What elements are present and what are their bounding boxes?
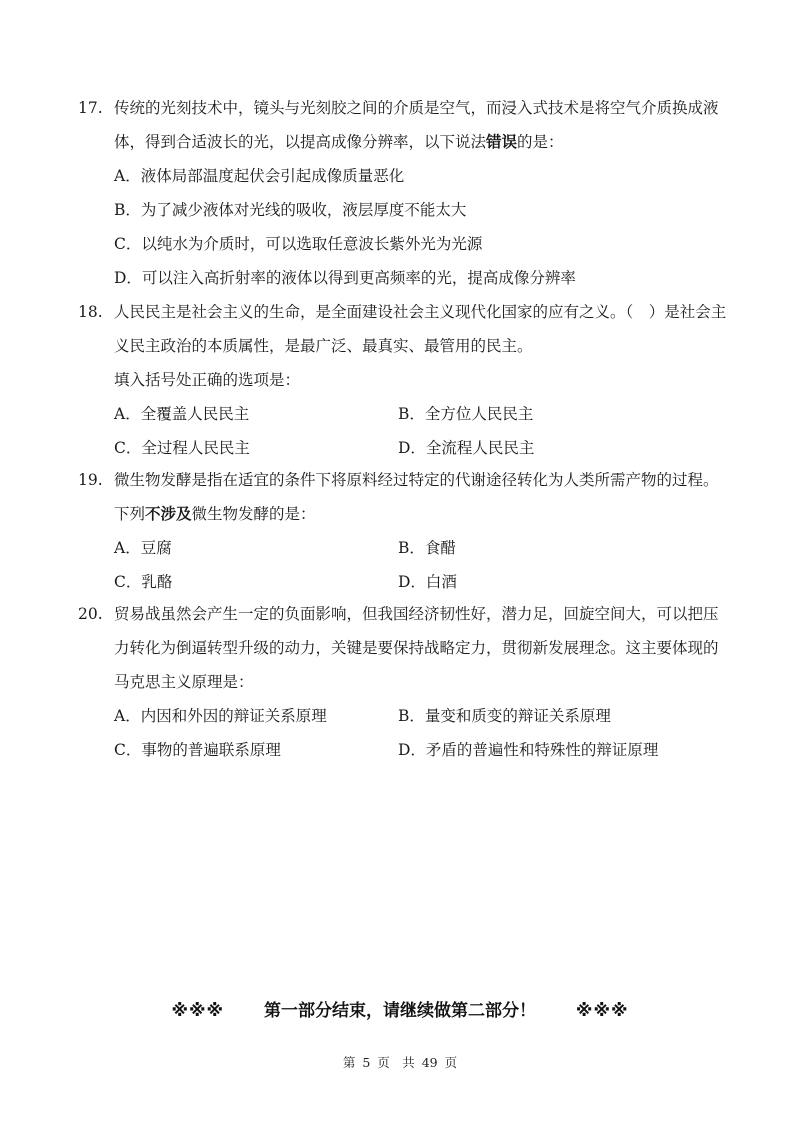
- question-stem: [78, 91, 728, 159]
- option-row: [78, 431, 728, 465]
- option-a: A．豆腐: [114, 539, 172, 557]
- option-a: A．全覆盖人民民主: [114, 405, 250, 423]
- option-b: B．为了减少液体对光线的吸收，液层厚度不能太大: [114, 201, 467, 219]
- page-number: 第 5 页 共 49 页: [342, 1055, 458, 1070]
- stem-emphasis: 不涉及: [145, 504, 192, 523]
- question-19: [78, 463, 728, 599]
- stem-emphasis: 错误: [486, 132, 518, 151]
- option-b: B．全方位人民民主: [398, 405, 534, 423]
- option-a: A．液体局部温度起伏会引起成像质量恶化: [114, 167, 405, 185]
- option-c: C．乳酪: [114, 573, 173, 591]
- option-d: D．全流程人民民主: [398, 439, 535, 457]
- stem-text-end: 的是：: [517, 133, 564, 151]
- option-b: B．食醋: [398, 539, 456, 557]
- stem-text: 人民民主是社会主义的生命，是全面建设社会主义现代化国家的应有之义。（ ）是社会主义民主政治的本质属性，是最广泛、最真实、最管用的民主。: [114, 303, 727, 355]
- question-number: 17.: [78, 99, 103, 117]
- question-17: [78, 91, 728, 295]
- option-b: B．量变和质变的辩证关系原理: [398, 707, 611, 725]
- reference-mark-icons-left: ※※※: [171, 1001, 225, 1021]
- stem-text: 传统的光刻技术中，镜头与光刻胶之间的介质是空气，而浸入式技术是将空气介质换成液体，得到合适波长的光，以提高成像分辨率，以下说法: [114, 99, 719, 151]
- option-row: [78, 397, 728, 431]
- option-row: [78, 565, 728, 599]
- option-a: A．内因和外因的辩证关系原理: [114, 707, 327, 725]
- section-end-banner: [0, 996, 800, 1021]
- question-20: [78, 597, 728, 767]
- question-stem: [78, 597, 728, 699]
- option-row: [78, 733, 728, 767]
- question-number: 18.: [78, 303, 103, 321]
- stem-text: 贸易战虽然会产生一定的负面影响，但我国经济韧性好，潜力足，回旋空间大，可以把压力转化为倒逼转型升级的动力，关键是要保持战略定力，贯彻新发展理念。这主要体现的马克思主义原理是：: [114, 605, 719, 691]
- stem-text-end: 微生物发酵的是：: [191, 505, 316, 523]
- reference-mark-icons-right: ※※※: [575, 1001, 629, 1021]
- question-stem: [78, 295, 728, 363]
- question-prompt: 填入括号处正确的选项是：: [114, 371, 301, 389]
- section-end-message: 第一部分结束，请继续做第二部分！: [264, 1001, 536, 1021]
- option-row: [78, 699, 728, 733]
- option-list: [78, 159, 728, 295]
- option-d: D．可以注入高折射率的液体以得到更高频率的光，提高成像分辨率: [114, 269, 576, 287]
- question-number: 19.: [78, 471, 103, 489]
- option-c: C．以纯水为介质时，可以选取任意波长紫外光为光源: [114, 235, 483, 253]
- option-row: [78, 531, 728, 565]
- option-c: C．全过程人民民主: [114, 439, 250, 457]
- option-c: C．事物的普遍联系原理: [114, 741, 281, 759]
- question-stem: [78, 463, 728, 531]
- option-d: D．白酒: [398, 573, 457, 591]
- question-number: 20.: [78, 605, 103, 623]
- option-d: D．矛盾的普遍性和特殊性的辩证原理: [398, 741, 659, 759]
- question-18: [78, 295, 728, 465]
- stem-text: 微生物发酵是指在适宜的条件下将原料经过特定的代谢途径转化为人类所需产物的过程。下列: [114, 471, 719, 523]
